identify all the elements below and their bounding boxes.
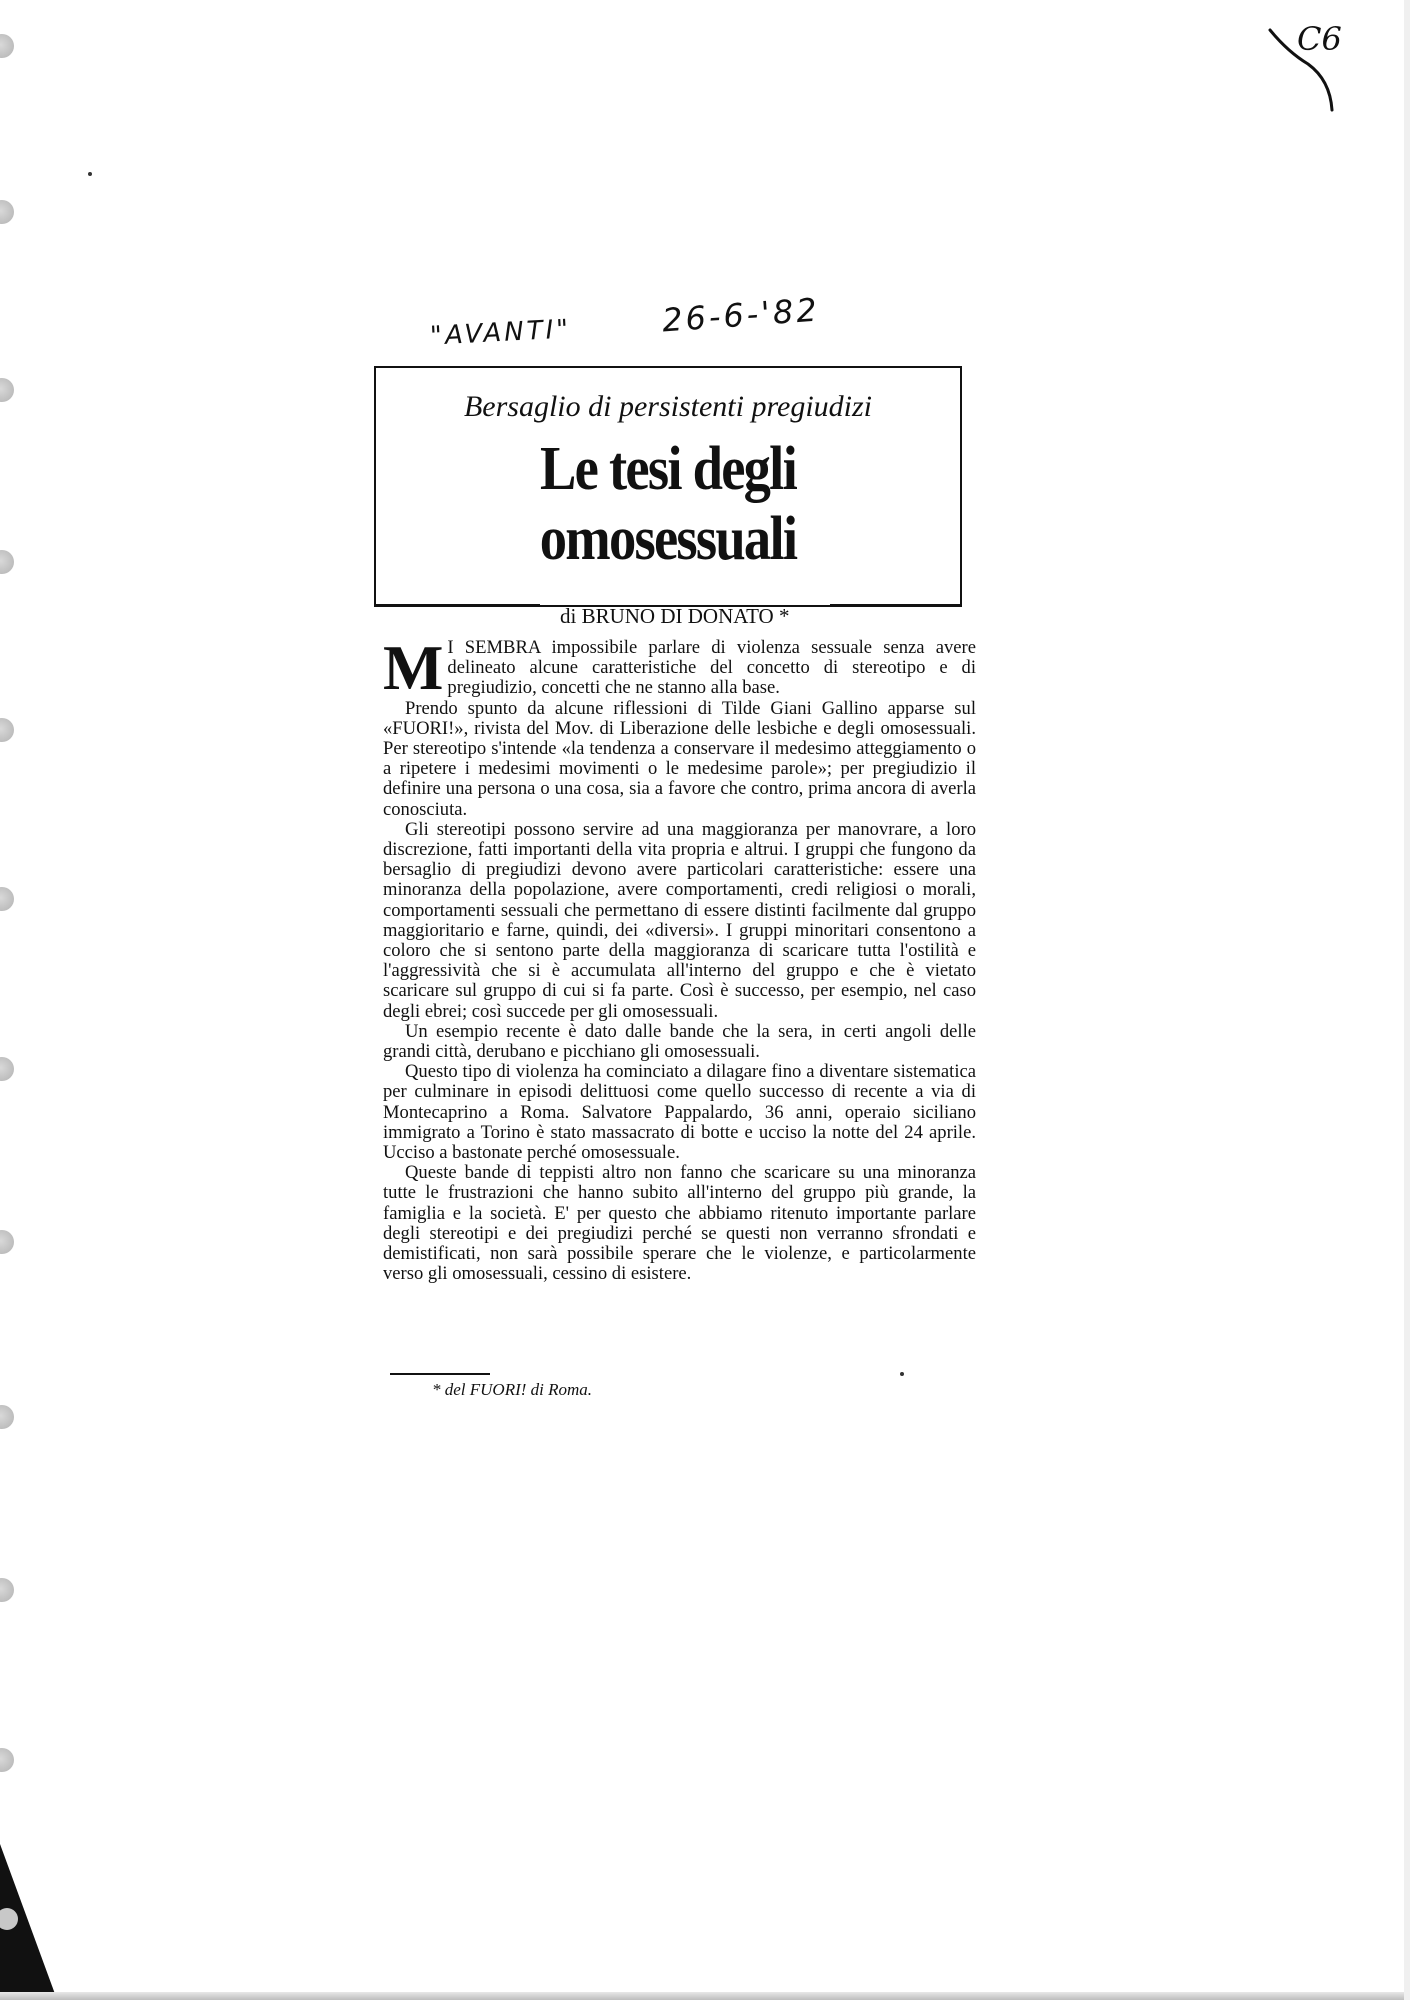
handwritten-date: 26-6-'82 (660, 290, 821, 340)
binder-hole (0, 200, 14, 224)
headline-line-2: omosessuali (539, 505, 797, 573)
drop-cap: M (383, 632, 444, 703)
scan-bottom-edge (0, 1992, 1410, 2000)
footnote-rule (390, 1373, 490, 1375)
scan-speck (88, 172, 92, 176)
binder-hole (0, 718, 14, 742)
binder-hole (0, 378, 14, 402)
binder-hole (0, 34, 14, 58)
handwritten-page-mark: C6 (1297, 20, 1342, 58)
binder-hole (0, 550, 14, 574)
article-headline (411, 434, 925, 574)
article-byline: di BRUNO DI DONATO * (560, 604, 790, 628)
article-paragraph (383, 632, 976, 703)
binder-hole (0, 1578, 14, 1602)
handwritten-source: "AVANTI" (429, 314, 572, 352)
article-kicker: Bersaglio di persistenti pregiudizi (463, 390, 873, 423)
article-paragraph: Questo tipo di violenza ha cominciato a dilagare fino a diventare sistematica per culminare in episodi delittuosi come quello successo di recente a via di Montecaprino a Roma. Salvatore Pappalardo, 36 anni, operaio siciliano immigrato a Torino è stato massacrato di botte e ucciso la notte del 24 aprile. Ucciso a bastonate perché omosessuale. (383, 1061, 976, 1164)
article-paragraph: Gli stereotipi possono servire ad una maggioranza per manovrare, a loro discrezione, fatti importanti della vita propria e altrui. I gruppi che fungono da bersaglio di pregiudizi devono avere particolari caratteristiche: essere una minoranza della popolazione, avere comportamenti, credi religiosi o morali, comportamenti sessuali che permettano di essere distinti facilmente dal gruppo maggioritario e farne, quindi, dei «diversi». I gruppi minoritari consentono a coloro che si sentono parte della maggioranza di scaricare tutta l'ostilità e l'aggressività che si è accumulata all'interno del gruppo e che è vietato scaricare sul gruppo di cui si fa parte. Così è successo, per esempio, nel caso degli ebrei; così succede per gli omosessuali. (383, 818, 976, 1022)
headline-box (374, 366, 962, 607)
headline-line-1: Le tesi degli (540, 435, 796, 503)
article-paragraph: Queste bande di teppisti altro non fanno che scaricare su una minoranza tutte le frustrazioni che hanno subito all'interno del gruppo più grande, la famiglia e la società. E' per questo che abbiamo ritenuto importante parlare degli stereotipi e dei pregiudizi perché se questi non verranno sfrondati e demistificati, non sarà possibile sperare che le violenze, e particolarmente verso gli omosessuali, cessino di esistere. (383, 1162, 976, 1285)
lead-words: I SEMBRA (447, 637, 541, 658)
article-paragraph: Prendo spunto da alcune riflessioni di Tilde Giani Gallino apparse sul «FUORI!», rivista del Mov. di Liberazione delle lesbiche e degli omosessuali. Per stereotipo s'intende «la tendenza a conservare il medesimo atteggiamento o a ripetere i medesimi movimenti o le medesime parole»; per pregiudizio il definire una persona o una cosa, sia a favore che contro, prima ancora di averla conosciuta. (383, 697, 976, 820)
article-body (383, 632, 976, 1285)
scan-speck (900, 1372, 904, 1376)
binder-hole (0, 887, 14, 911)
binder-hole (0, 1230, 14, 1254)
article-paragraph: Un esempio recente è dato dalle bande che la sera, in certi angoli delle grandi città, derubano e picchiano gli omosessuali. (383, 1020, 976, 1063)
article-footnote: * del FUORI! di Roma. (432, 1380, 593, 1399)
scan-right-edge (1404, 0, 1410, 2000)
binder-hole (0, 1057, 14, 1081)
binder-hole (0, 1405, 14, 1429)
paragraph-text: impossibile parlare di violenza sessuale senza avere delineato alcune caratteristiche del concetto di stereotipo e di pregiudizio, concetti che ne stanno alla base. (447, 637, 976, 699)
binder-hole (0, 1748, 14, 1772)
